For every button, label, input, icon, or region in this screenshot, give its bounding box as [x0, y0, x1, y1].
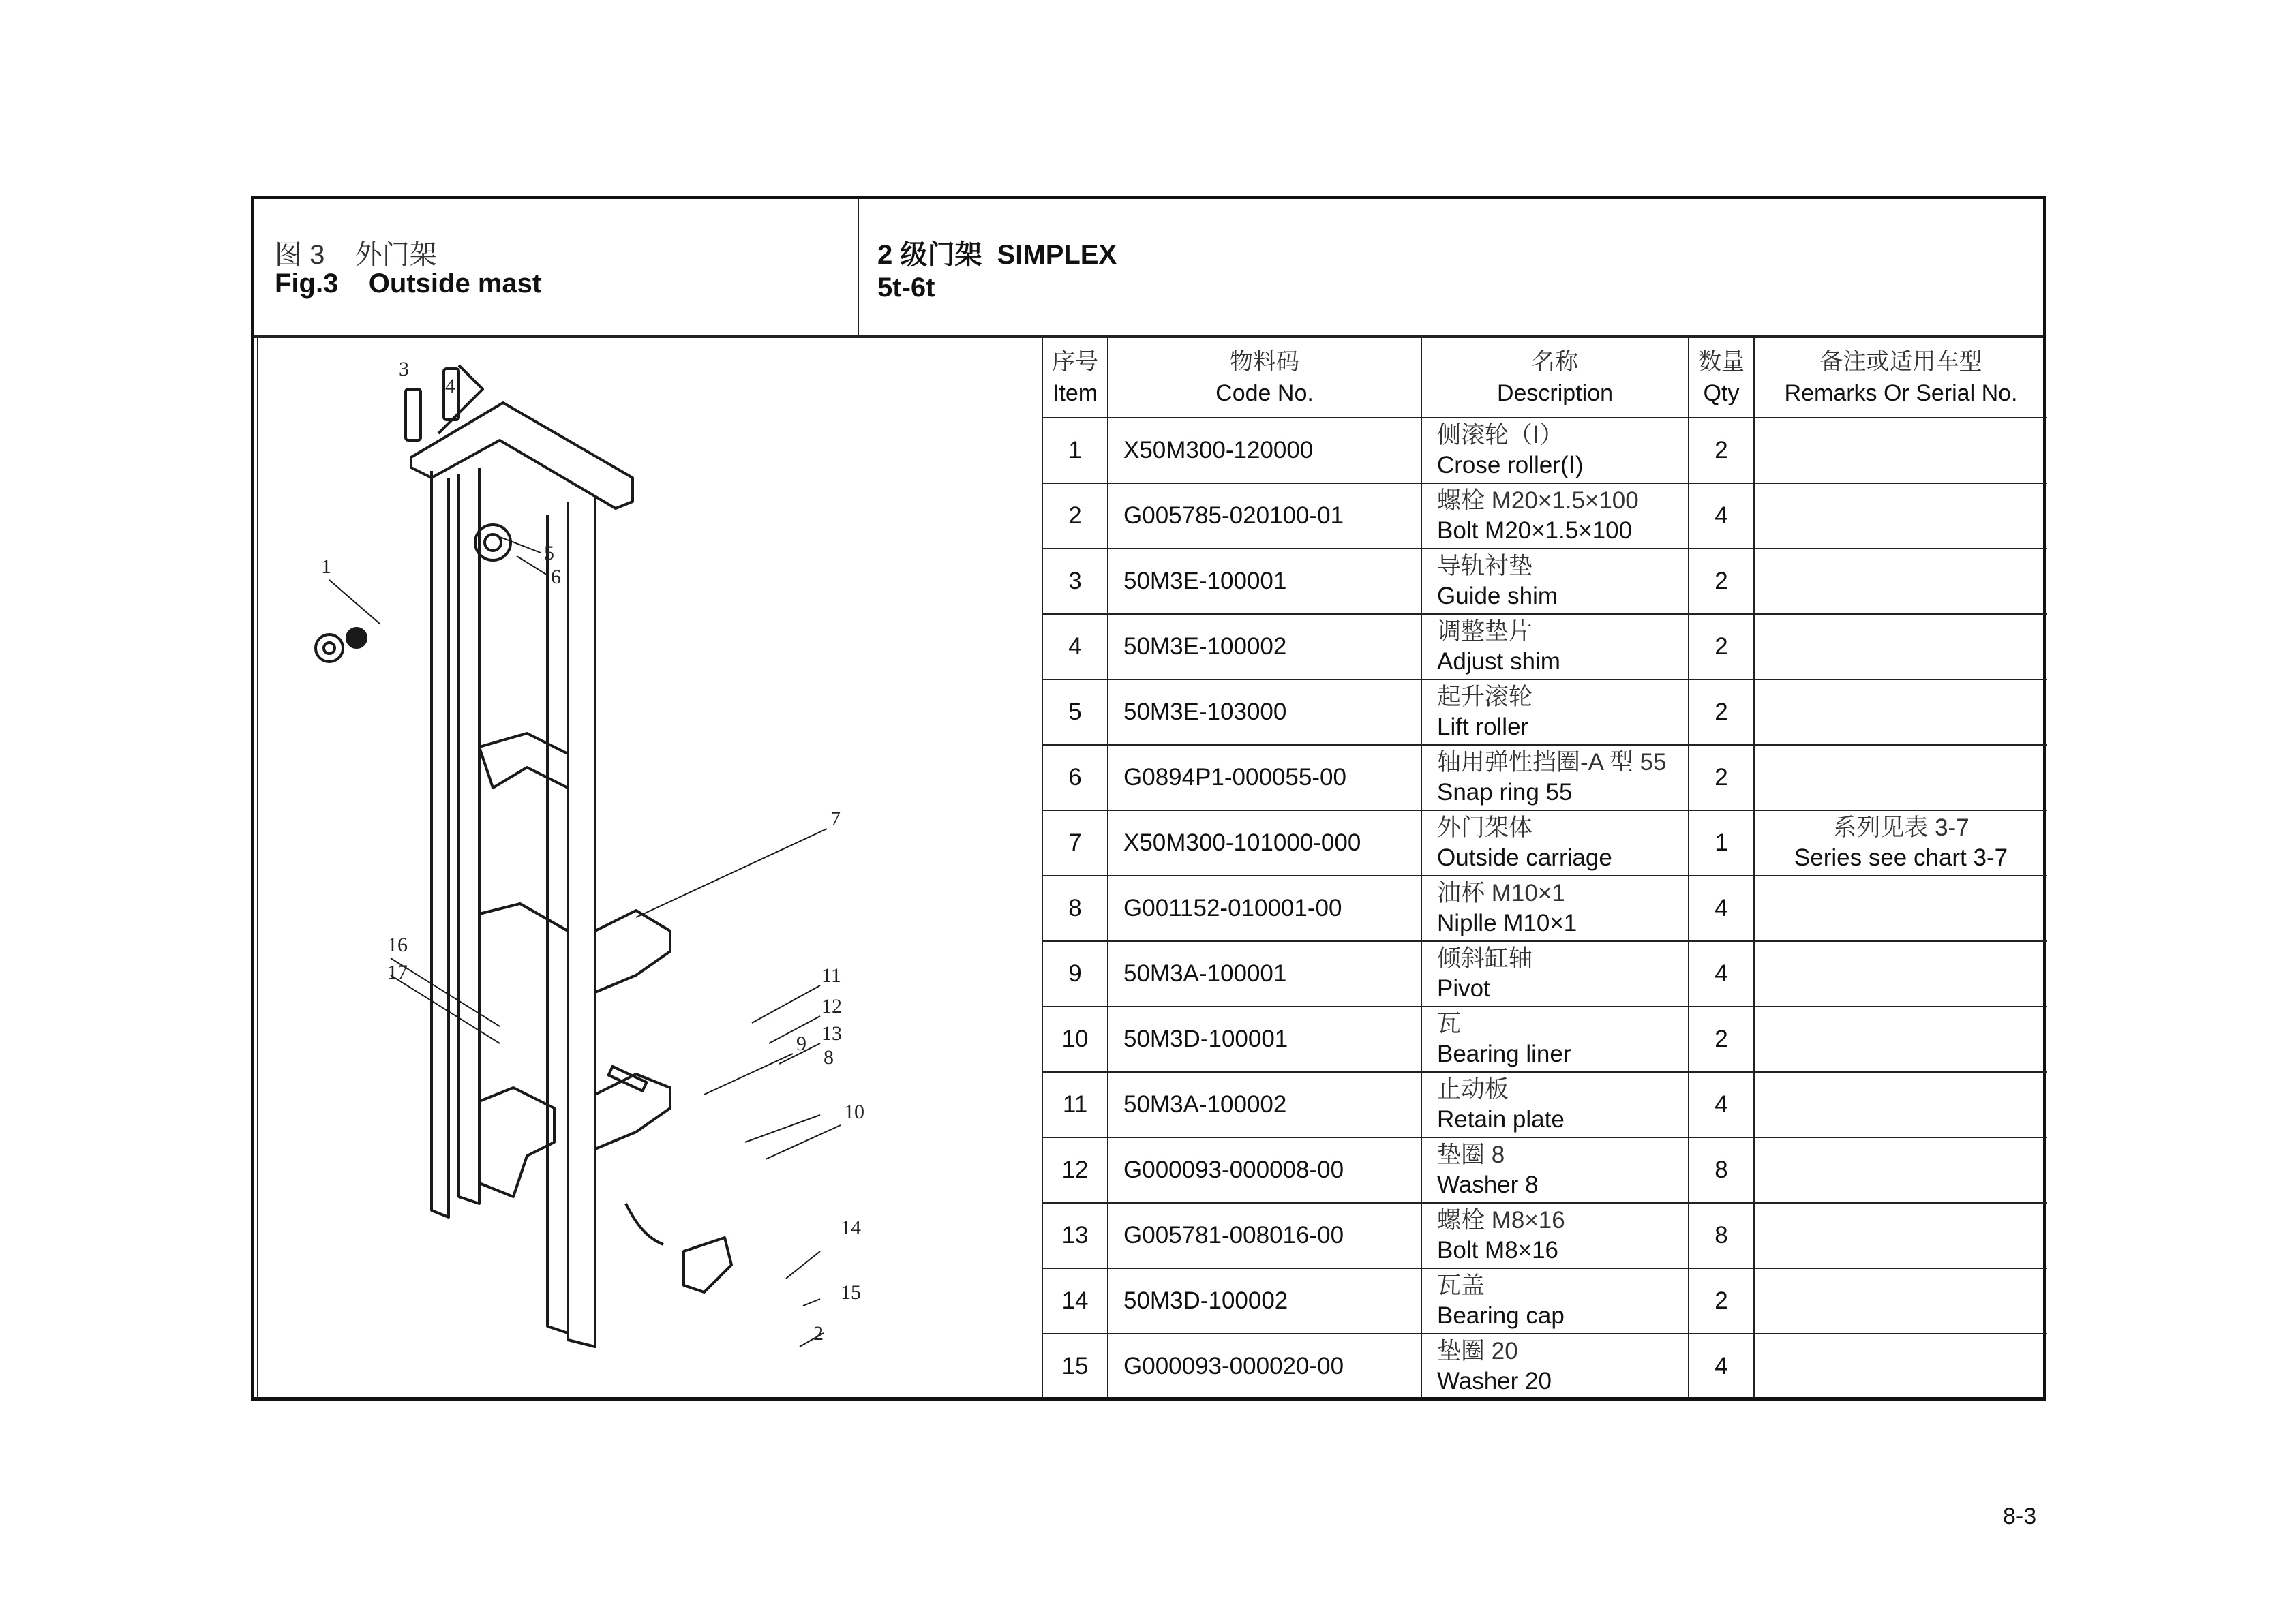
- cell-item: 11: [1042, 1072, 1108, 1137]
- parts-table: [1042, 338, 2047, 1398]
- cell-remarks: [1754, 483, 2047, 549]
- cell-code: X50M300-120000: [1108, 418, 1421, 483]
- description-cn: 瓦: [1437, 1011, 1462, 1037]
- cell-item: 7: [1042, 810, 1108, 876]
- description-cn: 垫圈 8: [1437, 1142, 1505, 1168]
- cell-remarks: [1754, 810, 2047, 876]
- callout-15: 15: [841, 1281, 861, 1304]
- cell-description: [1421, 1007, 1689, 1072]
- description-cn: 垫圈 20: [1437, 1338, 1518, 1364]
- description-cn: 轴用弹性挡圈-A 型 55: [1437, 749, 1667, 776]
- description-cn: 螺栓 M8×16: [1437, 1207, 1565, 1234]
- callout-4: 4: [445, 375, 455, 397]
- figure-title-en: Fig.3 Outside mast: [275, 269, 542, 299]
- cell-description: [1421, 876, 1689, 941]
- table-row: [1042, 1334, 2047, 1398]
- col-header-code: 物料码 Code No.: [1108, 338, 1421, 418]
- mast-diagram-icon: [254, 338, 1042, 1401]
- table-row: [1042, 1203, 2047, 1268]
- description-en: Washer 20: [1437, 1368, 1552, 1394]
- cell-qty: 4: [1689, 483, 1754, 549]
- cell-qty: 4: [1689, 941, 1754, 1007]
- col-header-qty: 数量 Qty: [1689, 338, 1754, 418]
- cell-remarks: [1754, 1268, 2047, 1334]
- callout-9: 9: [796, 1032, 806, 1055]
- description-cn: 止动板: [1437, 1076, 1509, 1103]
- cell-item: 14: [1042, 1268, 1108, 1334]
- cell-remarks: [1754, 549, 2047, 614]
- cell-code: G0894P1-000055-00: [1108, 745, 1421, 810]
- cell-item: 3: [1042, 549, 1108, 614]
- callout-1: 1: [321, 555, 331, 578]
- cell-code: 50M3A-100001: [1108, 941, 1421, 1007]
- cell-qty: 4: [1689, 1072, 1754, 1137]
- cell-item: 1: [1042, 418, 1108, 483]
- cell-description: [1421, 1268, 1689, 1334]
- remarks-en: Series see chart 3-7: [1794, 844, 2008, 871]
- description-cn: 外门架体: [1437, 814, 1533, 841]
- callout-13: 13: [821, 1022, 842, 1045]
- cell-qty: 2: [1689, 1007, 1754, 1072]
- description-en: Outside carriage: [1437, 844, 1612, 871]
- description-cn: 油杯 M10×1: [1437, 880, 1565, 906]
- cell-item: 15: [1042, 1334, 1108, 1398]
- cell-qty: 4: [1689, 876, 1754, 941]
- cell-item: 6: [1042, 745, 1108, 810]
- cell-item: 2: [1042, 483, 1108, 549]
- callout-14: 14: [841, 1216, 861, 1239]
- cell-remarks: [1754, 941, 2047, 1007]
- description-en: Bolt M8×16: [1437, 1237, 1559, 1264]
- cell-code: 50M3A-100002: [1108, 1072, 1421, 1137]
- cell-remarks: [1754, 1137, 2047, 1203]
- cell-code: G005781-008016-00: [1108, 1203, 1421, 1268]
- cell-qty: 8: [1689, 1203, 1754, 1268]
- exploded-mast-diagram: [254, 338, 1042, 1397]
- cell-description: [1421, 810, 1689, 876]
- figure-title-cn: 图 3 外门架: [275, 240, 437, 270]
- cell-item: 4: [1042, 614, 1108, 679]
- remarks-cn: 系列见表 3-7: [1832, 814, 1969, 841]
- callout-11: 11: [821, 964, 841, 987]
- cell-remarks: [1754, 745, 2047, 810]
- description-en: Bearing liner: [1437, 1041, 1571, 1067]
- cell-item: 12: [1042, 1137, 1108, 1203]
- table-row: [1042, 679, 2047, 745]
- table-row: [1042, 1268, 2047, 1334]
- figure-title-cell: [254, 199, 859, 335]
- cell-description: [1421, 1137, 1689, 1203]
- description-en: Pivot: [1437, 975, 1490, 1002]
- description-en: Adjust shim: [1437, 648, 1560, 675]
- callout-8: 8: [824, 1046, 834, 1069]
- description-en: Crose roller(Ⅰ): [1437, 452, 1584, 478]
- table-row: [1042, 941, 2047, 1007]
- description-en: Snap ring 55: [1437, 779, 1573, 806]
- cell-code: G000093-000008-00: [1108, 1137, 1421, 1203]
- cell-code: 50M3E-100002: [1108, 614, 1421, 679]
- page-number: 8-3: [2003, 1503, 2037, 1529]
- cell-remarks: [1754, 1334, 2047, 1398]
- col-header-item: 序号 Item: [1042, 338, 1108, 418]
- parts-table-body: [1042, 418, 2047, 1398]
- table-header-row: [1042, 338, 2047, 418]
- parts-sheet-frame: [251, 196, 2046, 1401]
- cell-qty: 1: [1689, 810, 1754, 876]
- cell-code: 50M3D-100002: [1108, 1268, 1421, 1334]
- cell-description: [1421, 1203, 1689, 1268]
- col-header-remarks: 备注或适用车型 Remarks Or Serial No.: [1754, 338, 2047, 418]
- description-en: Bolt M20×1.5×100: [1437, 517, 1633, 544]
- cell-remarks: [1754, 1007, 2047, 1072]
- cell-code: X50M300-101000-000: [1108, 810, 1421, 876]
- callout-7: 7: [830, 808, 841, 830]
- callout-12: 12: [821, 995, 842, 1017]
- table-row: [1042, 614, 2047, 679]
- capacity-range-label: 5t-6t: [877, 273, 935, 303]
- description-cn: 倾斜缸轴: [1437, 945, 1533, 972]
- cell-item: 9: [1042, 941, 1108, 1007]
- callout-17: 17: [387, 961, 408, 983]
- cell-item: 10: [1042, 1007, 1108, 1072]
- cell-description: [1421, 1072, 1689, 1137]
- description-en: Retain plate: [1437, 1106, 1565, 1133]
- col-header-description: 名称 Description: [1421, 338, 1689, 418]
- cell-item: 13: [1042, 1203, 1108, 1268]
- description-cn: 起升滚轮: [1437, 684, 1533, 710]
- cell-qty: 2: [1689, 614, 1754, 679]
- table-row: [1042, 810, 2047, 876]
- description-cn: 螺栓 M20×1.5×100: [1437, 487, 1639, 514]
- cell-code: G000093-000020-00: [1108, 1334, 1421, 1398]
- cell-remarks: [1754, 614, 2047, 679]
- table-row: [1042, 1072, 2047, 1137]
- cell-remarks: [1754, 1072, 2047, 1137]
- callout-10: 10: [844, 1101, 864, 1123]
- cell-code: 50M3D-100001: [1108, 1007, 1421, 1072]
- callout-3: 3: [399, 358, 409, 380]
- cell-item: 8: [1042, 876, 1108, 941]
- callout-16: 16: [387, 934, 408, 956]
- description-en: Niplle M10×1: [1437, 910, 1577, 936]
- table-row: [1042, 876, 2047, 941]
- model-info-cell: [859, 199, 2043, 335]
- description-cn: 侧滚轮（Ⅰ）: [1437, 422, 1564, 448]
- description-cn: 调整垫片: [1437, 618, 1533, 645]
- cell-code: 50M3E-103000: [1108, 679, 1421, 745]
- cell-description: [1421, 483, 1689, 549]
- table-row: [1042, 483, 2047, 549]
- callout-5: 5: [544, 542, 554, 564]
- cell-description: [1421, 614, 1689, 679]
- description-cn: 瓦盖: [1437, 1272, 1485, 1299]
- cell-item: 5: [1042, 679, 1108, 745]
- description-cn: 导轨衬垫: [1437, 553, 1533, 579]
- description-en: Lift roller: [1437, 714, 1529, 740]
- table-row: [1042, 418, 2047, 483]
- cell-remarks: [1754, 418, 2047, 483]
- cell-description: [1421, 549, 1689, 614]
- cell-remarks: [1754, 679, 2047, 745]
- cell-remarks: [1754, 876, 2047, 941]
- cell-qty: 2: [1689, 549, 1754, 614]
- description-en: Guide shim: [1437, 583, 1558, 609]
- cell-description: [1421, 1334, 1689, 1398]
- mast-type-label: 2 级门架 SIMPLEX: [877, 240, 1117, 270]
- cell-qty: 4: [1689, 1334, 1754, 1398]
- table-row: [1042, 549, 2047, 614]
- cell-qty: 2: [1689, 745, 1754, 810]
- cell-qty: 2: [1689, 1268, 1754, 1334]
- cell-description: [1421, 418, 1689, 483]
- description-en: Washer 8: [1437, 1172, 1539, 1198]
- cell-qty: 2: [1689, 679, 1754, 745]
- callout-6: 6: [551, 566, 561, 588]
- sheet-header: [254, 199, 2043, 338]
- table-row: [1042, 745, 2047, 810]
- cell-description: [1421, 679, 1689, 745]
- callout-2: 2: [813, 1322, 824, 1345]
- cell-code: 50M3E-100001: [1108, 549, 1421, 614]
- table-row: [1042, 1137, 2047, 1203]
- cell-code: G005785-020100-01: [1108, 483, 1421, 549]
- description-en: Bearing cap: [1437, 1302, 1565, 1329]
- cell-remarks: [1754, 1203, 2047, 1268]
- cell-description: [1421, 745, 1689, 810]
- cell-qty: 8: [1689, 1137, 1754, 1203]
- table-row: [1042, 1007, 2047, 1072]
- cell-code: G001152-010001-00: [1108, 876, 1421, 941]
- cell-qty: 2: [1689, 418, 1754, 483]
- cell-description: [1421, 941, 1689, 1007]
